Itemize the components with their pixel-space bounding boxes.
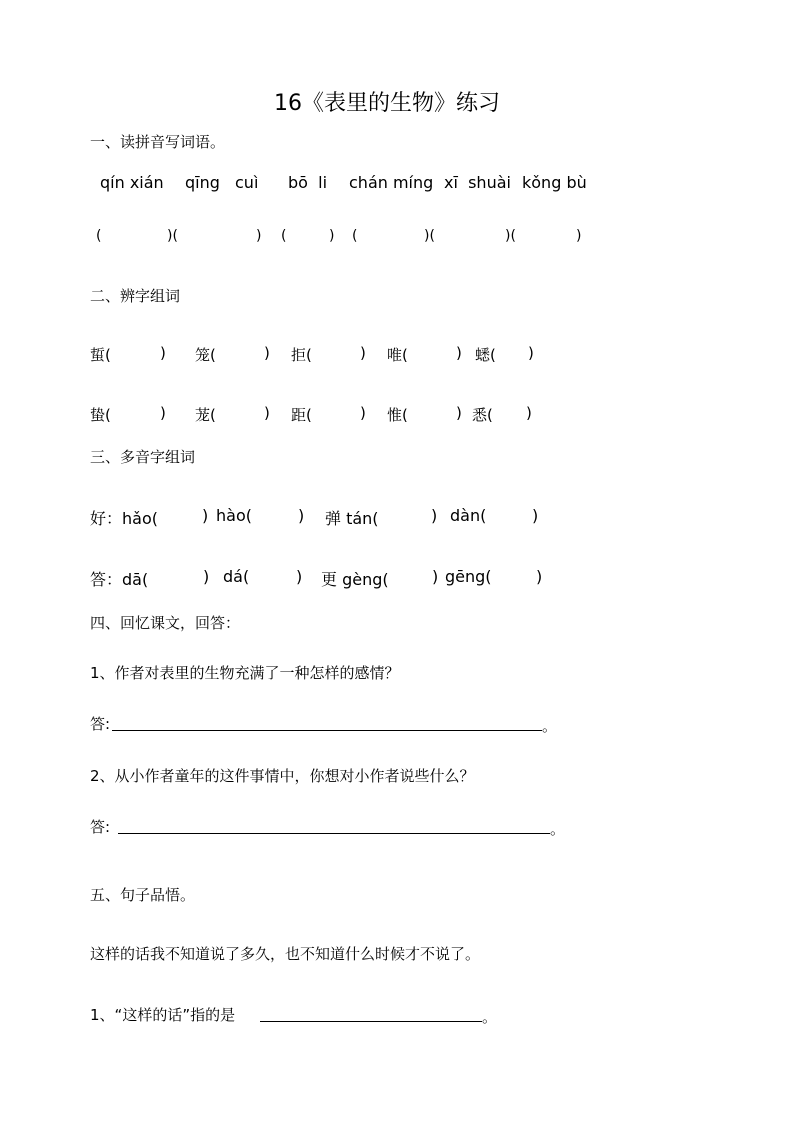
question-5-1: 1、“这样的话”指的是 (90, 1006, 236, 1024)
answer-bracket: ) (576, 228, 582, 244)
section-1-heading: 一、读拼音写词语。 (90, 133, 226, 151)
polyphone-item: ) (298, 506, 305, 525)
answer-end: 。 (542, 717, 558, 735)
section-3-heading: 三、多音字组词 (90, 448, 196, 466)
char-item: ) (456, 404, 462, 422)
answer-line[interactable] (118, 833, 550, 834)
section-2-heading: 二、辨字组词 (90, 287, 181, 305)
answer-end: 。 (482, 1008, 498, 1026)
quoted-sentence: 这样的话我不知道说了多久，也不知道什么时候才不说了。 (90, 945, 481, 963)
answer-bracket: ( (352, 228, 358, 244)
question-2: 2、从小作者童年的这件事情中，你想对小作者说些什么？ (90, 767, 475, 785)
polyphone-item: dàn( (450, 506, 487, 525)
char-item: ) (360, 404, 366, 422)
char-item: ) (456, 344, 462, 362)
polyphone-item: 更 gèng( (321, 570, 389, 589)
char-item: 拒( (291, 346, 312, 364)
char-item: 距( (291, 406, 312, 424)
polyphone-item: ) (536, 567, 543, 586)
char-item: 蛰( (90, 406, 111, 424)
answer-bracket: ( (96, 228, 102, 244)
answer-bracket: ( (281, 228, 287, 244)
answer-line[interactable] (260, 1021, 482, 1022)
char-item: 蜇( (90, 346, 111, 364)
char-item: ) (528, 344, 534, 362)
answer-label: 答: (90, 818, 111, 836)
pinyin-word: kǒng bù (522, 173, 587, 192)
polyphone-item: ) (431, 506, 438, 525)
polyphone-item: dá( (223, 567, 250, 586)
question-1: 1、作者对表里的生物充满了一种怎样的感情？ (90, 664, 400, 682)
answer-label: 答: (90, 715, 111, 733)
char-item: 茏( (195, 406, 216, 424)
answer-bracket: ) (256, 228, 262, 244)
section-5-heading: 五、句子品悟。 (90, 886, 196, 904)
answer-bracket: ) (329, 228, 335, 244)
polyphone-item: 好：hǎo( (90, 509, 158, 528)
answer-line[interactable] (112, 730, 542, 731)
polyphone-item: ) (532, 506, 539, 525)
pinyin-word: bō li (288, 173, 328, 192)
polyphone-item: ) (202, 506, 209, 525)
char-item: ) (264, 344, 270, 362)
char-item: ) (160, 344, 166, 362)
polyphone-item: ) (296, 567, 303, 586)
pinyin-word: chán míng (349, 173, 434, 192)
answer-bracket: )( (167, 228, 178, 244)
page-title: 16《表里的生物》练习 (274, 91, 500, 116)
pinyin-word: xī shuài (444, 173, 511, 192)
polyphone-item: hào( (216, 506, 252, 525)
char-item: 悉( (472, 406, 493, 424)
answer-bracket: )( (424, 228, 435, 244)
answer-end: 。 (550, 820, 566, 838)
char-item: ) (360, 344, 366, 362)
section-4-heading: 四、回忆课文，回答： (90, 614, 241, 632)
polyphone-item: gēng( (445, 567, 492, 586)
char-item: ) (264, 404, 270, 422)
polyphone-item: 答：dā( (90, 570, 149, 589)
answer-bracket: )( (505, 228, 516, 244)
polyphone-item: ) (432, 567, 439, 586)
pinyin-word: qín xián (100, 173, 164, 192)
pinyin-word: qīng (185, 173, 220, 192)
char-item: 蟋( (475, 346, 496, 364)
char-item: ) (526, 404, 532, 422)
char-item: 笼( (195, 346, 216, 364)
polyphone-item: 弹 tán( (325, 509, 379, 528)
pinyin-word: cuì (235, 173, 259, 192)
char-item: 惟( (387, 406, 408, 424)
char-item: ) (160, 404, 166, 422)
polyphone-item: ) (203, 567, 210, 586)
char-item: 唯( (387, 346, 408, 364)
